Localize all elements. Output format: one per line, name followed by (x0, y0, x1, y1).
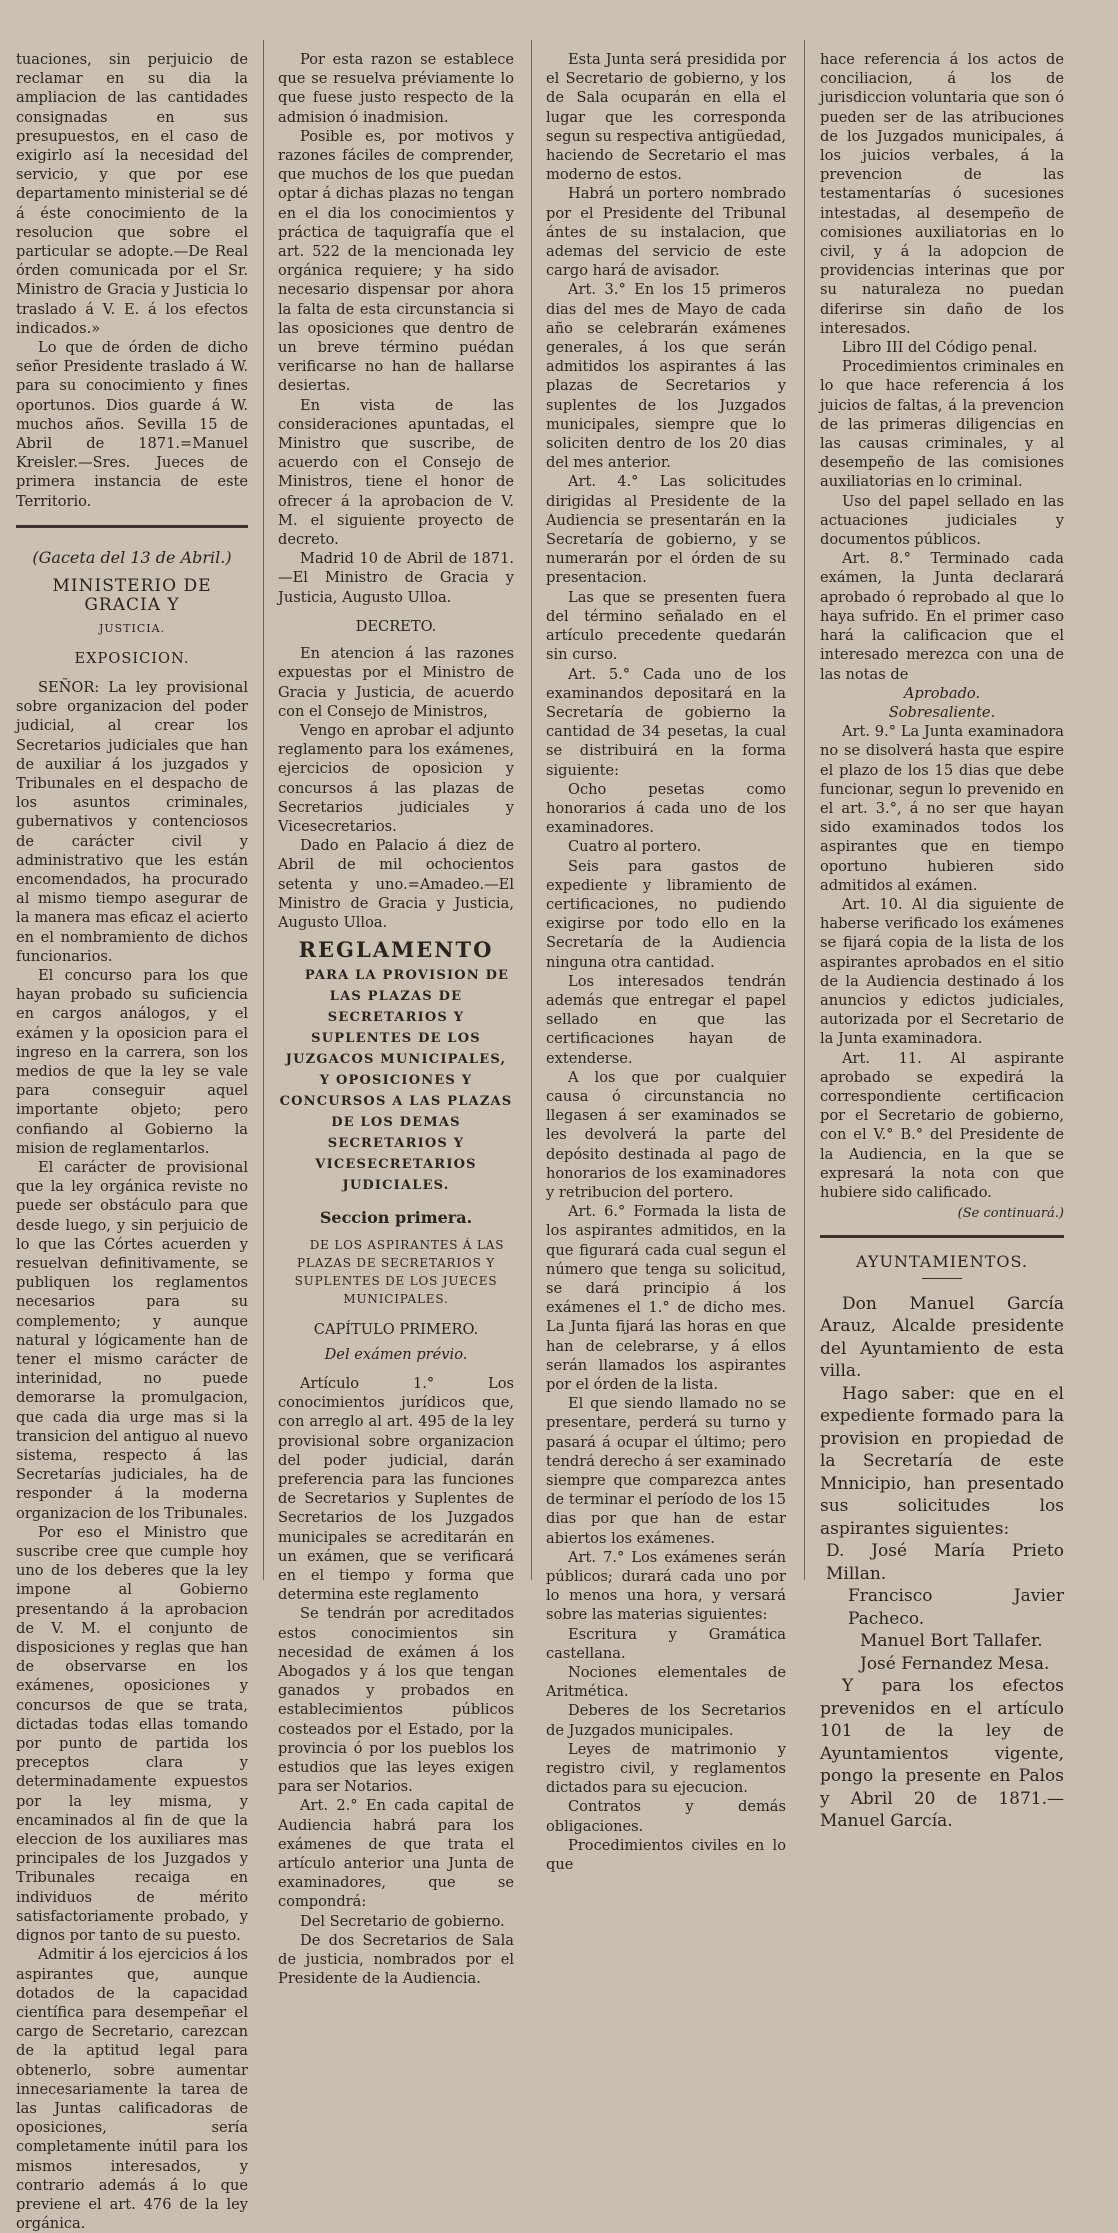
paragraph: Art. 9.° La Junta examinadora no se disolverá hasta que espire el plazo de los 15 dias que debe funcionar, segun lo prevenido en el art. 3.°, á no ser que hayan sido examinados todos los aspirantes que en tiempo oportuno hubieren sido admitidos al exámen. (820, 723, 1064, 894)
paragraph: En atencion á las razones expuestas por el Ministro de Gracia y Justicia, de acuerdo con el Consejo de Ministros, (278, 645, 514, 720)
paragraph: Art. 8.° Terminado cada exámen, la Junta declarará aprobado ó reprobado al que lo haya sufrido. En el primer caso hará la calificacion que el interesado merezca con una de las notas de (820, 550, 1064, 683)
paragraph: Ocho pesetas como honorarios á cada uno de los examinadores. (546, 780, 786, 837)
section-rule (16, 525, 248, 528)
column-divider (531, 40, 532, 1580)
paragraph: Art. 4.° Las solicitudes dirigidas al Presidente de la Audiencia se presentarán en la Secretaría de gobierno, y se numerarán por el órden de su presentacion. (546, 473, 786, 587)
aspirant-name: D. José María Prieto Millan. (826, 1541, 1064, 1584)
column-divider (804, 40, 805, 1580)
paragraph: Del Secretario de gobierno. (300, 1912, 505, 1930)
paragraph: Seis para gastos de expediente y libramiento de certificaciones, no pudiendo exigirse por todo ello en la Secretaría de la Audiencia ninguna otra cantidad. (546, 857, 786, 971)
capitulo-subheading: Del exámen prévio. (324, 1345, 468, 1363)
paragraph: Deberes de los Secretarios de Juzgados municipales. (546, 1702, 786, 1739)
column-3 (546, 50, 786, 1874)
paragraph: tuaciones, sin perjuicio de reclamar en su dia la ampliacion de las cantidades consignadas en sus presupuestos, en el caso de exigirlo así la necesidad del servicio, y que por ese departamento ministerial se dé á éste conocimiento de la resolucion que sobre el particular se adopte.—De Real órden comunicada por el Sr. Ministro de Gracia y Justicia lo traslado á V. E. á los efectos indicados.» (16, 51, 248, 337)
paragraph: SEÑOR: La ley provisional sobre organizacion del poder judicial, al crear los Secretarios judiciales que han de auxiliar á los juzgados y Tribunales en el despacho de los asuntos criminales, gubernativos y contenciosos de carácter civil y administrativo que les están encomendados, ha procurado al mismo tiempo asegurar de la manera mas eficaz el acierto en el nombramiento de dichos funcionarios. (16, 678, 248, 965)
paragraph: Lo que de órden de dicho señor Presidente traslado á W. para su conocimiento y fines oportunos. Dios guarde á W. muchos años. Sevilla 15 de Abril de 1871.=Manuel Kreisler.—Sres. Jueces de primera instancia de este Territorio. (16, 339, 248, 510)
paragraph: Las que se presenten fuera del término señalado en el artículo precedente quedarán sin curso. (546, 588, 786, 664)
paragraph: Leyes de matrimonio y registro civil, y reglamentos dictados para su ejecucion. (546, 1740, 786, 1797)
paragraph: Dado en Palacio á diez de Abril de mil ochocientos setenta y uno.=Amadeo.—El Ministro de Gracia y Justicia, Augusto Ulloa. (278, 837, 514, 931)
column-4 (820, 50, 1064, 1832)
paragraph: Los interesados tendrán además que entregar el papel sellado en que las certificaciones hayan de extenderse. (546, 972, 786, 1067)
paragraph: Se tendrán por acreditados estos conocimientos sin necesidad de exámen á los Abogados y á los que tengan ganados y probados en establecimientos públicos costeados por el Estado, por la provincia ó por los pueblos los estudios que las leyes exigen para ser Notarios. (278, 1605, 514, 1796)
paragraph: hace referencia á los actos de conciliacion, á los de jurisdiccion voluntaria que son ó pueden ser de las atribuciones de los Juzgados municipales, á los juicios verbales, á la prevencion de las testamentarías ó sucesiones intestadas, al desempeño de comisiones auxiliatorias en lo civil, y á la adopcion de providencias interinas que por su naturaleza no puedan diferirse sin daño de los interesados. (820, 51, 1064, 337)
aspirant-name: José Fernandez Mesa. (860, 1653, 1050, 1674)
decreto-heading: DECRETO. (355, 617, 437, 635)
aspirant-name: Manuel Bort Tallafer. (860, 1631, 1043, 1652)
paragraph: Y para los efectos prevenidos en el artículo 101 de la ley de Ayuntamientos vigente, pongo la presente en Palos y Abril 20 de 1871.—Manuel García. (820, 1676, 1064, 1832)
short-rule (922, 1278, 962, 1279)
paragraph: Libro III del Código penal. (842, 339, 1038, 357)
seccion-heading: Seccion primera. (319, 1208, 473, 1228)
paragraph: Art. 11. Al aspirante aprobado se expedirá la correspondiente certificacion por el Secretario de gobierno, con el V.° B.° del Presidente de la Audiencia, en la que se expresará la nota con que hubiere sido calificado. (820, 1049, 1064, 1201)
paragraph: Vengo en aprobar el adjunto reglamento para los exámenes, ejercicios de oposicion y concursos á las plazas de Secretarios judiciales y Vicesecretarios. (278, 721, 514, 835)
aspirant-name: Francisco Javier Pacheco. (848, 1586, 1064, 1629)
exposicion-heading: EXPOSICION. (74, 649, 190, 667)
paragraph: Nociones elementales de Aritmética. (546, 1664, 786, 1701)
aspirants-list (820, 1540, 1064, 1675)
ayuntamientos-heading: AYUNTAMIENTOS. (856, 1252, 1028, 1272)
paragraph: Art. 2.° En cada capital de Audiencia habrá para los exámenes de que trata el artículo anterior una Junta de examinadores, que se compondrá: (278, 1797, 514, 1911)
column-1 (16, 50, 248, 2233)
paragraph: El que siendo llamado no se presentare, perderá su turno y pasará á ocupar el último; pero tendrá derecho á ser examinado siempre que comparezca antes de terminar el período de los 15 dias por que han de estar abiertos los exámenes. (546, 1395, 786, 1547)
paragraph: Art. 7.° Los exámenes serán públicos; durará cada uno por lo menos una hora, y versará sobre las materias siguientes: (546, 1548, 786, 1624)
paragraph: Hago saber: que en el expediente formado para la provision en propiedad de la Secretaría de este Mnnicipio, han presentado sus solicitudes los aspirantes siguientes: (820, 1383, 1064, 1539)
ministry-heading: MINISTERIO DE GRACIA Y (52, 576, 212, 616)
ministry-subheading: JUSTICIA. (98, 622, 166, 636)
paragraph: A los que por cualquier causa ó circunstancia no llegasen á ser examinados se les devolverá la parte del depósito destinada al pago de honorarios de los examinadores y retribucion del portero. (546, 1068, 786, 1201)
paragraph: Posible es, por motivos y razones fáciles de comprender, que muchos de los que puedan optar á dichas plazas no tengan en el dia los conocimientos y práctica de taquigrafía que el art. 522 de la mencionada ley orgánica requiere; y ha sido necesario dispensar por ahora la falta de esta circunstancia si las oposiciones que dentro de un breve término puédan verificarse no han de hallarse desiertas. (278, 127, 514, 395)
paragraph: Por eso el Ministro que suscribe cree que cumple hoy uno de los deberes que la ley impone al Gobierno presentando á la aprobacion de V. M. el conjunto de disposiciones y reglas que han de observarse en los exámenes, oposiciones y concursos de que se trata, dictadas todas ellas tomando por punto de partida los preceptos clara y determinadamente expuestos por la ley misma, y encaminados al fin de que la eleccion de los auxiliares mas principales de los Juzgados y Tribunales recaiga en individuos de mérito satisfactoriamente probado, y dignos por tanto de su puesto. (16, 1523, 248, 1945)
paragraph: Art. 3.° En los 15 primeros dias del mes de Mayo de cada año se celebrarán exámenes generales, á los que serán admitidos los aspirantes á las plazas de Secretarios y suplentes de los Juzgados municipales, siempre que lo soliciten dentro de los 20 dias del mes anterior. (546, 281, 786, 472)
paragraph: En vista de las consideraciones apuntadas, el Ministro que suscribe, de acuerdo con el Consejo de Ministros, tiene el honor de ofrecer á la aprobacion de V. M. el siguiente proyecto de decreto. (278, 396, 514, 549)
seccion-subheading: DE LOS ASPIRANTES Á LAS PLAZAS DE SECRETARIOS Y SUPLENTES DE LOS JUECES MUNICIPALES. (294, 1237, 505, 1306)
continuara-note: (Se continuará.) (957, 1206, 1064, 1222)
paragraph: Art. 5.° Cada uno de los examinandos depositará en la Secretaría de gobierno la cantidad de 34 pesetas, la cual se distribuirá en la forma siguiente: (546, 665, 786, 779)
paragraph: Procedimientos criminales en lo que hace referencia á los juicios de faltas, á la prevencion de las primeras diligencias en las causas criminales, y al desempeño de las comisiones auxiliatorias en lo criminal. (820, 358, 1064, 491)
reglamento-heading: REGLAMENTO (298, 937, 494, 963)
paragraph: Uso del papel sellado en las actuaciones judiciales y documentos públicos. (820, 492, 1064, 549)
paragraph: El concurso para los que hayan probado su suficiencia en cargos análogos, y el exámen y la oposicion para el ingreso en la carrera, son los medios de que la ley se vale para conseguir aquel importante objeto; pero confiando al Gobierno la mision de reglamentarlos. (16, 966, 248, 1157)
capitulo-heading: CAPÍTULO PRIMERO. (313, 1320, 479, 1338)
paragraph: Escritura y Gramática castellana. (546, 1625, 786, 1662)
paragraph: De dos Secretarios de Sala de justicia, nombrados por el Presidente de la Audiencia. (278, 1931, 514, 1988)
paragraph: Art. 10. Al dia siguiente de haberse verificado los exámenes se fijará copia de la lista de los aspirantes aprobados en el sitio de la Audiencia destinado á los anuncios y edictos judiciales, autorizada por el Secretario de la Junta examinadora. (820, 895, 1064, 1048)
column-2 (278, 50, 514, 1988)
paragraph: Artículo 1.° Los conocimientos jurídicos que, con arreglo al art. 495 de la ley provisional sobre organizacion del poder judicial, darán preferencia para las funciones de Secretarios y Suplentes de Secretarios de los Juzgados municipales se acreditarán en un exámen, que se verificará en el tiempo y forma que determina este reglamento (278, 1374, 514, 1604)
nota-sobresaliente: Sobresaliente. (888, 703, 996, 721)
section-rule (820, 1235, 1064, 1238)
paragraph: Don Manuel García Arauz, Alcalde presidente del Ayuntamiento de esta villa. (820, 1293, 1064, 1382)
paragraph: Procedimientos civiles en lo que (546, 1836, 786, 1874)
column-divider (263, 40, 264, 1580)
paragraph: El carácter de provisional que la ley orgánica reviste no puede ser obstáculo para que desde luego, y sin perjuicio de lo que las Córtes acuerden y resuelvan definitivamente, se publiquen los reglamentos necesarios para su complemento; y aunque natural y lógicamente han de tener el mismo carácter de interinidad, no puede demorarse la promulgacion, que cada dia urge mas si la transicion del antiguo al nuevo sistema, respecto á las Secretarías judiciales, ha de responder á la moderna organizacion de los Tribunales. (16, 1158, 248, 1522)
reglamento-subheading: PARA LA PROVISION DE LAS PLAZAS DE SECRETARIOS Y SUPLENTES DE LOS JUZGACOS MUNICIPALES, Y OPOSICIONES Y CONCURSOS A LAS PLAZAS DE LOS DEMAS SECRETARIOS Y VICESECRETARIOS JUDICIALES. (279, 968, 513, 1194)
paragraph: Admitir á los ejercicios á los aspirantes que, aunque dotados de la capacidad científica para desempeñar el cargo de Secretario, carezcan de la aptitud legal para obtenerlo, sobre aumentar innecesariamente la tarea de las Juntas calificadoras de oposiciones, sería completamente inútil para los mismos interesados, y contrario además á lo que previene el art. 476 de la ley orgánica. (16, 1946, 248, 2233)
paragraph: Habrá un portero nombrado por el Presidente del Tribunal ántes de su instalacion, que ademas del servicio de este cargo hará de avisador. (546, 185, 786, 280)
paragraph: Art. 6.° Formada la lista de los aspirantes admitidos, en la que figurará cada cual segun el número que tenga su solicitud, se dará principio á los exámenes el 1.° de dicho mes. La Junta fijará las horas en que han de celebrarse, y á ellos serán llamados los aspirantes por el órden de la lista. (546, 1203, 786, 1394)
paragraph: Contratos y demás obligaciones. (546, 1798, 786, 1835)
gaceta-date: (Gaceta del 13 de Abril.) (32, 547, 232, 567)
nota-aprobado: Aprobado. (903, 684, 981, 702)
paragraph: Esta Junta será presidida por el Secretario de gobierno, y los de Sala ocuparán en ella el lugar que les corresponda segun su respectiva antigüedad, haciendo de Secretario el mas moderno de estos. (546, 51, 786, 184)
paragraph: Por esta razon se establece que se resuelva préviamente lo que fuese justo respecto de la admision ó inadmision. (278, 51, 514, 126)
paragraph: Cuatro al portero. (568, 838, 702, 856)
paragraph: Madrid 10 de Abril de 1871.—El Ministro de Gracia y Justicia, Augusto Ulloa. (278, 550, 514, 606)
